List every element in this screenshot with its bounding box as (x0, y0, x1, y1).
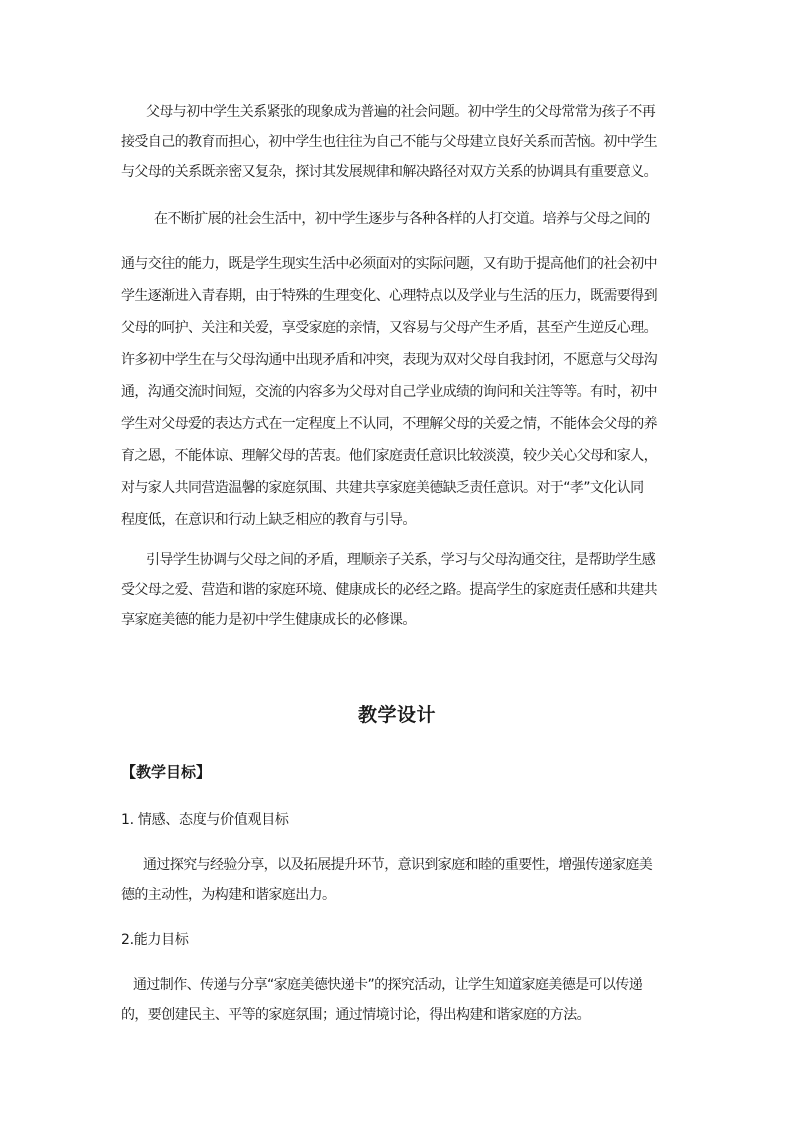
text-line: 在不断扩展的社会生活中，初中学生逐步与各种各样的人打交道。培养与父母之间的 (154, 211, 650, 227)
text-line: 通过探究与经验分享，以及拓展提升环节，意识到家庭和睦的重要性，增强传递家庭美 (143, 857, 653, 873)
text-line: 程度低，在意识和行动上缺乏相应的教育与引导。 (121, 512, 416, 528)
text-line: 接受自己的教育而担心，初中学生也往往为自己不能与父母建立良好关系而苦恼。初中学生 (121, 134, 657, 150)
text-line: 通过制作、传递与分享“家庭美德快递卡”的探究活动，让学生知道家庭美德是可以传递 (133, 977, 643, 993)
text-line: 父母与初中学生关系紧张的现象成为普遍的社会问题。初中学生的父母常常为孩子不再 (146, 104, 656, 120)
text-line: 与父母的关系既亲密又复杂，探讨其发展规律和解决路径对双方关系的协调具有重要意义。 (121, 164, 657, 180)
text-line: 享家庭美德的能力是初中学生健康成长的必修课。 (121, 612, 416, 628)
text-line: 引导学生协调与父母之间的矛盾，理顺亲子关系，学习与父母沟通交往，是帮助学生感 (146, 552, 656, 568)
text-line: 通，沟通交流时间短，交流的内容多为父母对自己学业成绩的询问和关注等等。有时，初中 (121, 384, 657, 400)
text-line: 育之恩，不能体谅、理解父母的苦衷。他们家庭责任意识比较淡漠，较少关心父母和家人， (121, 448, 657, 464)
section-title: 教学设计 (357, 704, 436, 726)
text-line: 德的主动性，为构建和谐家庭出力。 (121, 887, 336, 903)
text-line: 的，要创建民主、平等的家庭氛围；通过情境讨论，得出构建和谐家庭的方法。 (121, 1007, 590, 1023)
text-line: 学生对父母爱的表达方式在一定程度上不认同，不理解父母的关爱之情，不能体会父母的养 (121, 416, 657, 432)
goal-2-label: 2.能力目标 (121, 932, 189, 948)
goals-heading: 【教学目标】 (121, 763, 212, 781)
text-line: 受父母之爱、营造和谐的家庭环境、健康成长的必经之路。提高学生的家庭责任感和共建共 (121, 582, 657, 598)
text-line: 父母的呵护、关注和关爱，享受家庭的亲情，又容易与父母产生矛盾，甚至产生逆反心理。 (121, 320, 657, 336)
goal-1-label: 1. 情感、态度与价值观目标 (121, 812, 289, 828)
text-line: 对与家人共同营造温馨的家庭氛围、共建共享家庭美德缺乏责任意识。对于“孝”文化认同 (121, 480, 644, 496)
text-line: 通与交往的能力，既是学生现实生活中必须面对的实际问题，又有助于提高他们的社会初中 (121, 256, 657, 272)
text-line: 许多初中学生在与父母沟通中出现矛盾和冲突，表现为双对父母自我封闭，不愿意与父母沟 (121, 352, 657, 368)
text-line: 学生逐渐进入青春期，由于特殊的生理变化、心理特点以及学业与生活的压力，既需要得到 (121, 288, 657, 304)
